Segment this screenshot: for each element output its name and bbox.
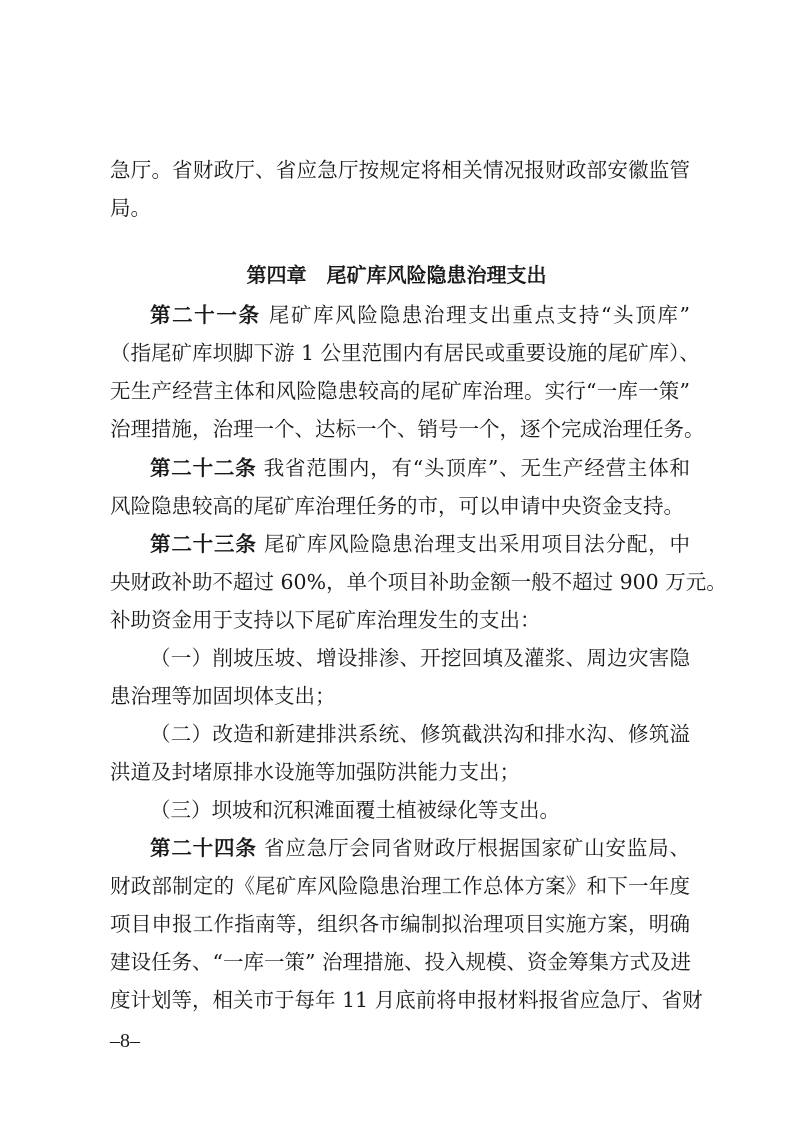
list-item-line	[150, 716, 690, 752]
list-item-text: 坝坡和沉积滩面覆土植被绿化等支出。	[211, 798, 560, 822]
article-title: 第二十一条	[150, 303, 261, 327]
article-title: 第二十二条	[150, 456, 257, 480]
body-line: 财政部制定的《尾矿库风险隐患治理工作总体方案》和下一年度	[110, 874, 690, 898]
body-line: （指尾矿库坝脚下游 1 公里范围内有居民或重要设施的尾矿库）、	[110, 341, 700, 365]
page-number: –8–	[110, 1030, 140, 1052]
body-line: 急厅。省财政厅、省应急厅按规定将相关情况报财政部安徽监管	[110, 158, 690, 182]
article-title: 第二十三条	[150, 532, 257, 556]
list-item-marker: （三）	[150, 798, 212, 822]
article-text: 尾矿库风险隐患治理支出重点支持“头顶库”	[260, 303, 690, 327]
article-title: 第二十四条	[150, 836, 257, 860]
list-item-text: 改造和新建排洪系统、修筑截洪沟和排水沟、修筑溢	[212, 722, 691, 746]
body-line: 补助资金用于支持以下尾矿库治理发生的支出：	[110, 608, 541, 632]
body-line: 项目申报工作指南等，组织各市编制拟治理项目实施方案，明确	[110, 912, 690, 936]
article-line	[150, 297, 690, 333]
list-item-line	[150, 792, 690, 828]
body-line: 无生产经营主体和风险隐患较高的尾矿库治理。实行“一库一策”	[110, 379, 690, 403]
article-text: 我省范围内，有“头顶库”、无生产经营主体和	[256, 456, 690, 480]
list-item-line	[150, 640, 690, 676]
list-item-marker: （一）	[150, 646, 213, 670]
body-line: 央财政补助不超过 60%，单个项目补助金额一般不超过 900 万元。	[110, 570, 727, 594]
body-line: 建设任务、“一库一策” 治理措施、投入规模、资金筹集方式及进	[110, 950, 691, 974]
body-line: 风险隐患较高的尾矿库治理任务的市，可以申请中央资金支持。	[110, 494, 684, 518]
article-line	[150, 830, 690, 866]
body-line: 洪道及封堵原排水设施等加强防洪能力支出；	[110, 760, 520, 784]
article-text: 尾矿库风险隐患治理支出采用项目法分配，中	[256, 532, 691, 556]
article-line	[150, 450, 690, 486]
body-line: 患治理等加固坝体支出；	[110, 684, 336, 708]
chapter-heading: 第四章 尾矿库风险隐患治理支出	[246, 263, 547, 287]
article-line	[150, 526, 690, 562]
body-line: 治理措施，治理一个、达标一个、销号一个，逐个完成治理任务。	[110, 417, 705, 441]
body-line: 度计划等，相关市于每年 11 月底前将申报材料报省应急厅、省财	[110, 988, 703, 1012]
body-line: 局。	[110, 196, 151, 220]
list-item-marker: （二）	[150, 722, 213, 746]
article-text: 省应急厅会同省财政厅根据国家矿山安监局、	[256, 836, 691, 860]
list-item-text: 削坡压坡、增设排渗、开挖回填及灌浆、周边灾害隐	[212, 646, 691, 670]
